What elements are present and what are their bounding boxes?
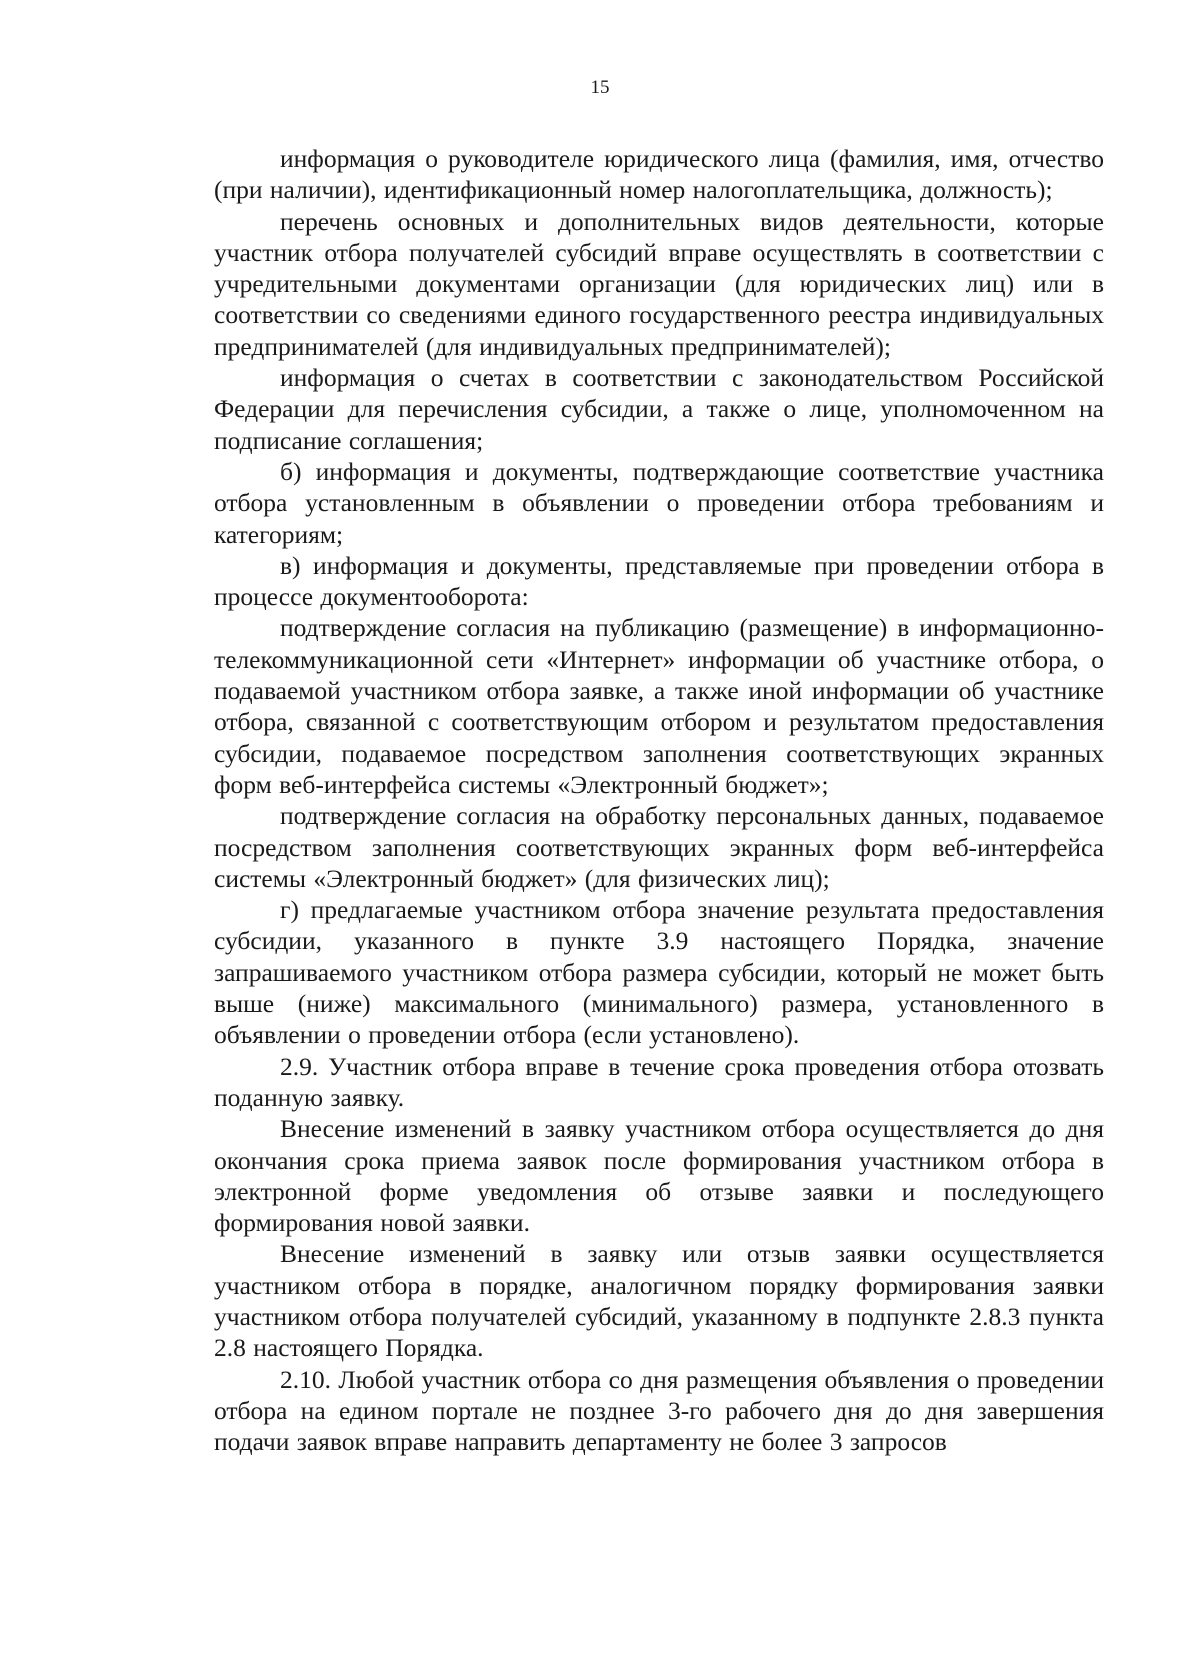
paragraph-item-b: б) информация и документы, подтверждающие соответствие участника отбора установленным в объявлении о проведении отбора требованиям и категориям; bbox=[214, 456, 1104, 549]
document-body bbox=[214, 143, 1104, 1457]
paragraph-accounts-info: информация о счетах в соответствии с законодательством Российской Федерации для перечисления субсидии, а также о лице, уполномоченном на подписание соглашения; bbox=[214, 363, 1104, 455]
paragraph-publication-consent: подтверждение согласия на публикацию (размещение) в информационно-телекоммуникационной сети «Интернет» информации об участнике отбора, о подаваемой участником отбора заявке, а также иной информации об участнике отбора, связанной с соответствующим отбором и результатом предоставления субсидии, подаваемое посредством заполнения соответствующих экранных форм веб-интерфейса системы «Электронный бюджет»; bbox=[214, 613, 1104, 799]
paragraph-director-info: информация о руководителе юридического лица (фамилия, имя, отчество (при наличии), идентификационный номер налогоплательщика, должность); bbox=[214, 144, 1104, 205]
paragraph-item-v: в) информация и документы, представляемые при проведении отбора в процессе документооборота: bbox=[214, 550, 1104, 612]
paragraph-changes-procedure: Внесение изменений в заявку или отзыв заявки осуществляется участником отбора в порядке, аналогичном порядку формирования заявки участником отбора получателей субсидий, указанному в подпункте 2.8.3 пункта 2.8 настоящего Порядка. bbox=[214, 1239, 1104, 1363]
paragraph-activities-list: перечень основных и дополнительных видов деятельности, которые участник отбора получателей субсидий вправе осуществлять в соответствии с учредительными документами организации (для юридических лиц) или в соответствии со сведениями единого государственного реестра индивидуальных предпринимателей (для индивидуальных предпринимателей); bbox=[214, 206, 1104, 361]
paragraph-item-g: г) предлагаемые участником отбора значение результата предоставления субсидии, указанного в пункте 3.9 настоящего Порядка, значение запрашиваемого участником отбора размера субсидии, который не может быть выше (ниже) максимального (минимального) размера, установленного в объявлении о проведении отбора (если установлено). bbox=[214, 895, 1104, 1050]
paragraph-changes-application: Внесение изменений в заявку участником отбора осуществляется до дня окончания срока приема заявок после формирования участником отбора в электронной форме уведомления об отзыве заявки и последующего формирования новой заявки. bbox=[214, 1114, 1104, 1238]
paragraph-personal-data-consent: подтверждение согласия на обработку персональных данных, подаваемое посредством заполнения соответствующих экранных форм веб-интерфейса системы «Электронный бюджет» (для физических лиц); bbox=[214, 801, 1104, 893]
paragraph-section-2-9: 2.9. Участник отбора вправе в течение срока проведения отбора отозвать поданную заявку. bbox=[214, 1051, 1104, 1112]
page-number: 15 bbox=[590, 77, 610, 98]
paragraph-section-2-10: 2.10. Любой участник отбора со дня размещения объявления о проведении отбора на едином портале не позднее 3-го рабочего дня до дня завершения подачи заявок вправе направить департаменту не более 3 запросов bbox=[214, 1364, 1104, 1457]
